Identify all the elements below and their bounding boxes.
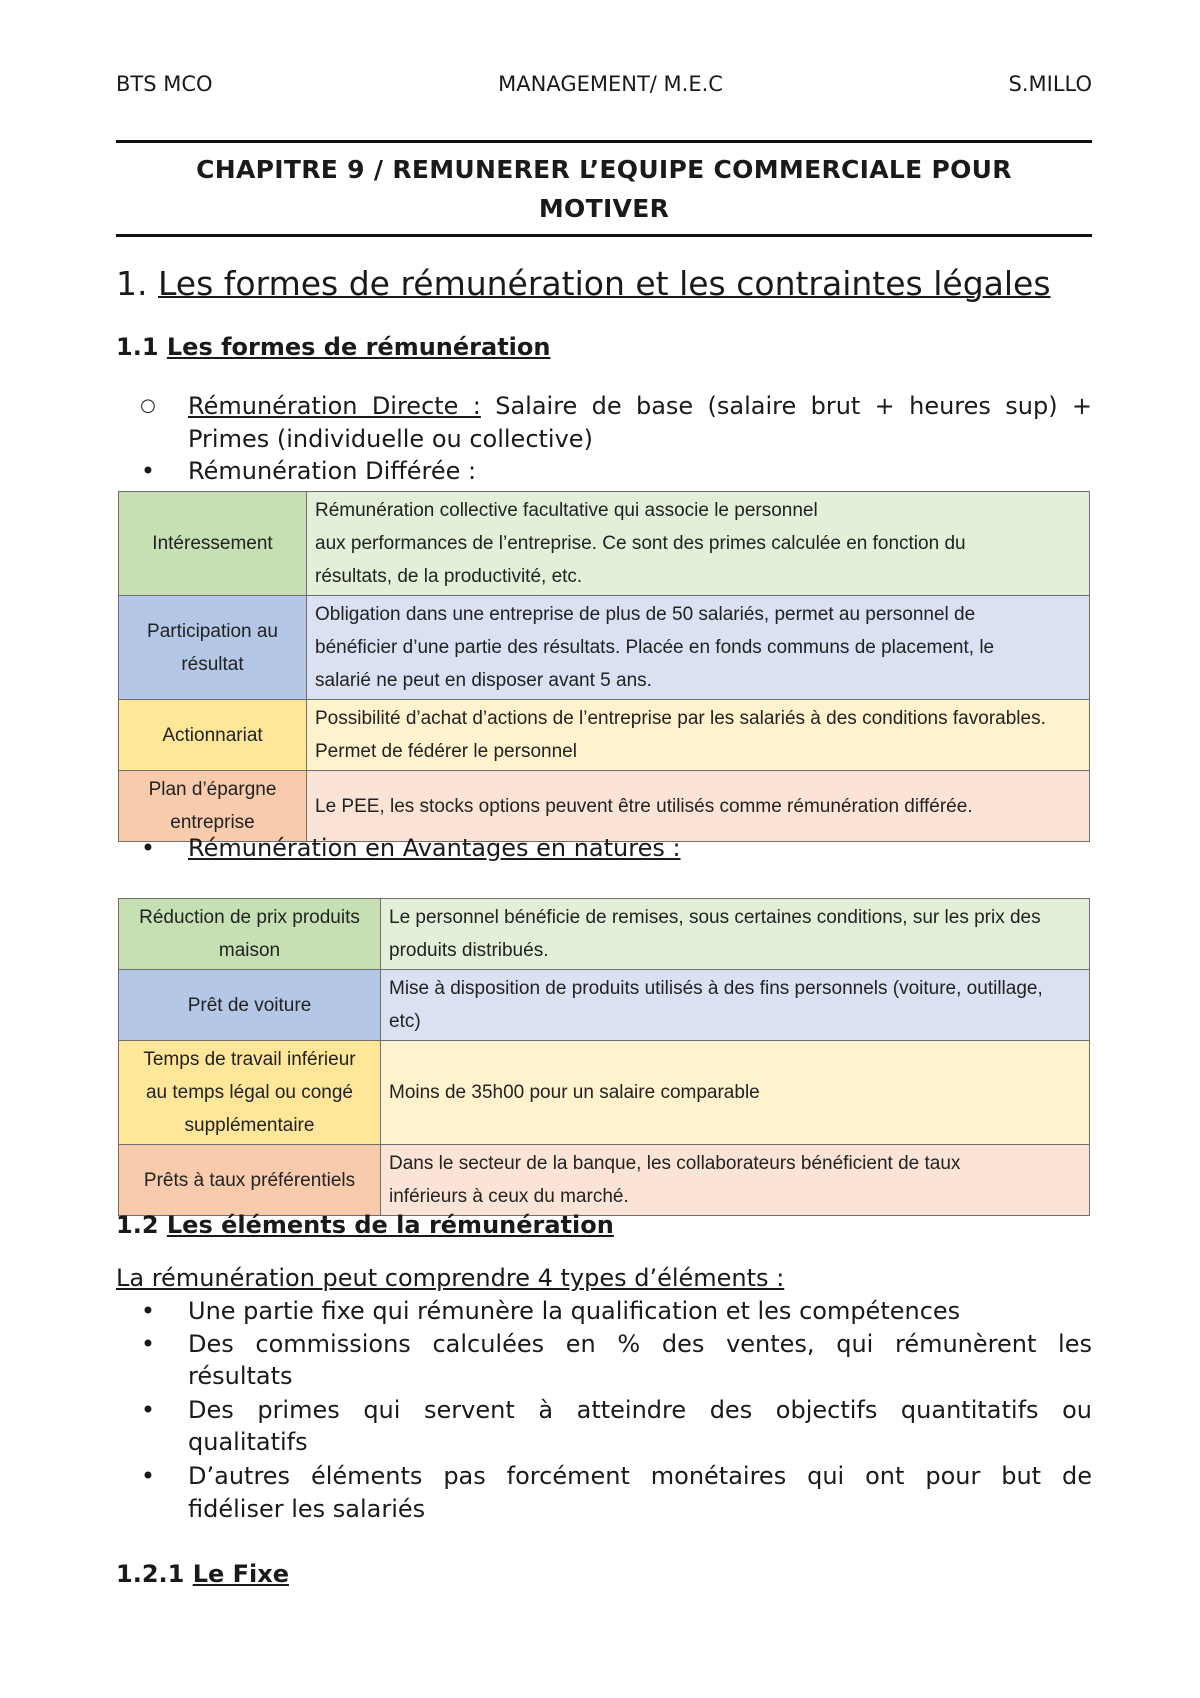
chapter-title-line1: CHAPITRE 9 / REMUNERER L’EQUIPE COMMERCIALE POUR <box>196 155 1012 184</box>
direct-remuneration-item <box>116 390 1092 422</box>
direct-remuneration-line2: Primes (individuelle ou collective) <box>188 425 593 453</box>
header-left: BTS MCO <box>116 72 213 96</box>
table-value-cell: Dans le secteur de la banque, les collaborateurs bénéficient de taux inférieurs à ceux du marché. <box>381 1145 1090 1216</box>
bullet-icon: • <box>140 1462 156 1490</box>
section-1-title: Les formes de rémunération et les contraintes légales <box>157 264 1051 303</box>
section-1-heading <box>116 264 1092 303</box>
table-value-cell: Possibilité d’achat d’actions de l’entreprise par les salariés à des conditions favorables. Permet de fédérer le personnel <box>307 700 1090 771</box>
table-row <box>119 700 1090 771</box>
elements-intro <box>116 1262 1092 1294</box>
section-1-2-1-heading <box>116 1560 289 1588</box>
page-header <box>116 72 1092 96</box>
list-item: • Des primes qui servent à atteindre des objectifs quantitatifs ou <box>116 1394 1092 1426</box>
list-item: • Une partie fixe qui rémunère la qualification et les compétences <box>116 1295 1092 1327</box>
table-row <box>119 1145 1090 1216</box>
table-row <box>119 771 1090 842</box>
direct-remuneration-line2-row <box>116 423 1092 455</box>
table-value-cell: Obligation dans une entreprise de plus de 50 salariés, permet au personnel de bénéficier d’une partie des résultats. Placée en fonds communs de placement, le salarié ne peut en disposer avant 5 ans. <box>307 596 1090 700</box>
table-key-cell: Prêt de voiture <box>119 970 381 1041</box>
section-1-2-heading <box>116 1211 614 1239</box>
section-1-number: 1. <box>116 264 158 303</box>
table-value-cell: Le PEE, les stocks options peuvent être utilisés comme rémunération différée. <box>307 771 1090 842</box>
circle-bullet-icon: ○ <box>140 395 156 416</box>
table-key-cell: Intéressement <box>119 492 307 596</box>
list-item-continuation: fidéliser les salariés <box>188 1495 426 1523</box>
bullet-icon: • <box>140 457 156 485</box>
table-value-cell: Mise à disposition de produits utilisés à des fins personnels (voiture, outillage, etc) <box>381 970 1090 1041</box>
table-key-cell: Participation au résultat <box>119 596 307 700</box>
table-value-cell: Rémunération collective facultative qui associe le personnel aux performances de l’entreprise. Ce sont des primes calculée en fonction du résultats, de la productivité, etc. <box>307 492 1090 596</box>
table-key-cell: Plan d’épargne entreprise <box>119 771 307 842</box>
benefits-in-kind-item <box>116 832 1092 864</box>
direct-remuneration-line1: Rémunération Directe : Salaire de base (salaire brut + heures sup) + <box>188 392 1093 420</box>
table-row <box>119 492 1090 596</box>
table-value-cell: Le personnel bénéficie de remises, sous certaines conditions, sur les prix des produits distribués. <box>381 899 1090 970</box>
bullet-icon: • <box>140 1297 156 1325</box>
table-key-cell: Prêts à taux préférentiels <box>119 1145 381 1216</box>
list-item: • D’autres éléments pas forcément monétaires qui ont pour but de <box>116 1460 1092 1492</box>
section-1-2-1-number: 1.2.1 <box>116 1560 193 1588</box>
direct-remuneration-label: Rémunération Directe : <box>188 392 481 420</box>
table-row <box>119 899 1090 970</box>
bullet-icon: • <box>140 1330 156 1358</box>
table-row <box>119 596 1090 700</box>
table-row <box>119 970 1090 1041</box>
chapter-title <box>116 140 1092 237</box>
section-1-2-title: Les éléments de la rémunération <box>166 1211 614 1239</box>
section-1-1-number: 1.1 <box>116 333 167 361</box>
deferred-remuneration-label: Rémunération Différée : <box>188 457 477 485</box>
benefits-in-kind-label: Rémunération en Avantages en natures : <box>188 834 681 862</box>
section-1-1-title: Les formes de rémunération <box>166 333 551 361</box>
header-center: MANAGEMENT/ M.E.C <box>498 72 723 96</box>
section-1-1-heading <box>116 333 550 361</box>
chapter-title-line2: MOTIVER <box>538 194 670 223</box>
table-key-cell: Temps de travail inférieur au temps légal ou congé supplémentaire <box>119 1041 381 1145</box>
section-1-2-number: 1.2 <box>116 1211 167 1239</box>
table-key-cell: Actionnariat <box>119 700 307 771</box>
list-item-continuation: résultats <box>188 1362 293 1390</box>
table-value-cell: Moins de 35h00 pour un salaire comparable <box>381 1041 1090 1145</box>
elements-intro-text: La rémunération peut comprendre 4 types d’éléments : <box>116 1264 785 1292</box>
deferred-remuneration-item <box>116 455 1092 487</box>
header-right: S.MILLO <box>1008 72 1092 96</box>
benefits-in-kind-table <box>118 898 1090 1216</box>
section-1-2-1-title: Le Fixe <box>192 1560 289 1588</box>
bullet-icon: • <box>140 834 156 862</box>
list-item: • Des commissions calculées en % des ventes, qui rémunèrent les <box>116 1328 1092 1360</box>
bullet-icon: • <box>140 1396 156 1424</box>
table-row <box>119 1041 1090 1145</box>
table-key-cell: Réduction de prix produits maison <box>119 899 381 970</box>
deferred-remuneration-table <box>118 491 1090 842</box>
list-item-continuation: qualitatifs <box>188 1428 308 1456</box>
